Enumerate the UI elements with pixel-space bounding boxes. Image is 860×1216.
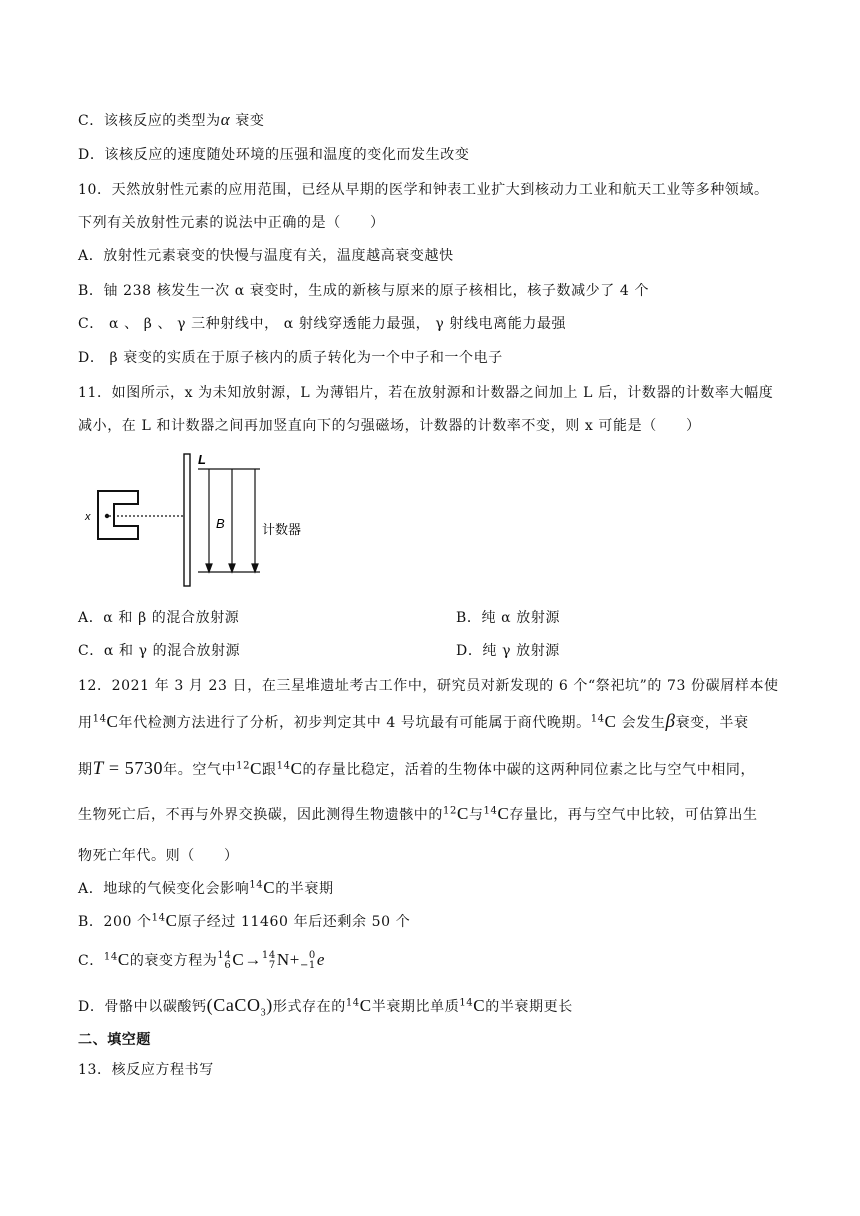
q12-option-c: [78, 950, 325, 971]
q12-option-c-text: C．: [78, 953, 104, 969]
q12-l4-a: 生物死亡后，不再与外界交换碳，因此测得生物遗骸中的: [78, 807, 443, 823]
eq-c-nuclide-numbers: [217, 951, 231, 971]
mass-number: 14: [92, 713, 107, 725]
q12-option-d-mid1: 形式存在的: [272, 999, 346, 1015]
q11-option-a: [78, 608, 561, 628]
q9-option-c-text: C．该核反应的类型为: [78, 113, 221, 129]
label-x: x: [85, 511, 91, 523]
q11-option-a-text: A．α 和 β 的混合放射源: [78, 610, 240, 626]
q12-l2-b: 年代检测方法进行了分析，初步判定其中 4 号坑最有可能属于商代晚期。: [118, 715, 591, 731]
q12-option-c-mid: 的衰变方程为: [129, 953, 218, 969]
element-symbol: C: [263, 878, 276, 897]
mass-number: 14: [276, 760, 291, 772]
atomic-number: 7: [268, 960, 276, 971]
q12-l2-a: 用: [78, 715, 93, 731]
half-life-value: = 5730: [103, 758, 164, 778]
carbon14-nuclide: [591, 712, 617, 733]
mass-number: 14: [217, 950, 232, 961]
q12-stem-line4: [78, 804, 758, 825]
mass-number: 14: [151, 912, 166, 924]
formula-subscript: 3: [260, 1007, 267, 1019]
eq-n-nuclide-numbers: [262, 951, 276, 971]
q11-stem-line2: 减小，在 L 和计数器之间再加竖直向下的匀强磁场，计数器的计数率不变，则 x 可能是（ ）: [78, 418, 701, 434]
q12-stem-line3: [78, 758, 755, 780]
mass-number: 14: [249, 879, 264, 891]
q12-l2-d: 衰变，半衰: [675, 715, 749, 731]
q12-option-b-suffix: 原子经过 11460 年后还剩余 50 个: [177, 914, 411, 930]
q11-option-d: D．纯 γ 放射源: [456, 643, 560, 659]
mass-number: 14: [345, 997, 360, 1009]
alpha-symbol: α: [220, 110, 231, 129]
formula-text: (CaCO: [206, 995, 261, 1015]
carbon14-nuclide: [104, 950, 130, 971]
q12-l2-c: 会发生: [621, 715, 666, 731]
q10-option-c: C． α 、 β 、 γ 三种射线中， α 射线穿透能力最强， γ 射线电离能力最强: [78, 316, 567, 332]
section-heading: 二、填空题: [78, 1032, 151, 1048]
element-symbol: C: [497, 804, 510, 823]
q12-option-d-mid2: 半衰期比单质: [371, 999, 460, 1015]
mass-number: 14: [103, 951, 118, 963]
q11-option-b: B．纯 α 放射源: [456, 610, 561, 626]
element-symbol: C: [250, 759, 263, 778]
element-symbol: N: [276, 950, 290, 969]
charge-number: −1: [299, 960, 316, 971]
q11-option-c-text: C．α 和 γ 的混合放射源: [78, 643, 241, 659]
element-symbol: C: [106, 712, 119, 731]
carbon12-nuclide: [443, 804, 469, 825]
q12-option-d-text: D．骨骼中以碳酸钙: [78, 999, 207, 1015]
q9-option-c-suffix: 衰变: [230, 113, 265, 129]
q12-l3-b: 年。空气中: [163, 762, 237, 778]
mass-number: 12: [443, 805, 457, 817]
q12-option-b: [78, 911, 410, 932]
q12-l4-b: 与: [468, 807, 484, 823]
label-counter: 计数器: [262, 522, 302, 537]
q10-stem-line2: 下列有关放射性元素的说法中正确的是（ ）: [78, 215, 385, 231]
q12-stem-line2: [78, 712, 749, 733]
q10-stem-line1: 10．天然放射性元素的应用范围，已经从早期的医学和钟表工业扩大到核动力工业和航天工业等多种领域。: [78, 182, 769, 198]
field-arrows: [206, 469, 258, 572]
element-symbol: C: [290, 759, 303, 778]
element-symbol: C: [604, 712, 617, 731]
mass-number: 14: [261, 950, 276, 961]
q12-option-a-text: A．地球的气候变化会影响: [78, 881, 250, 897]
element-symbol: C: [232, 950, 245, 969]
q12-l3-a: 期: [78, 762, 93, 778]
q12-option-b-text: B．200 个: [78, 914, 152, 930]
carbon12-nuclide: [236, 759, 262, 780]
carbon14-nuclide: [484, 804, 510, 825]
q12-option-a-suffix: 的半衰期: [275, 881, 334, 897]
q9-option-c: [78, 110, 265, 131]
half-life-symbol: T: [92, 758, 104, 779]
beta-symbol: β: [665, 711, 676, 732]
mass-number: 14: [590, 713, 605, 725]
reaction-arrow: →: [244, 950, 262, 969]
eq-e-numbers: [300, 951, 316, 971]
formula-close: ): [266, 995, 273, 1015]
q12-stem-line5: 物死亡年代。则（ ）: [78, 848, 239, 864]
atomic-number: 6: [224, 960, 232, 971]
q11-option-c: [78, 641, 560, 661]
source-holder: [98, 491, 138, 539]
carbon14-nuclide: [152, 911, 178, 932]
carbon14-nuclide: [459, 996, 485, 1017]
calcium-carbonate-formula: [206, 995, 273, 1019]
element-symbol: C: [165, 911, 178, 930]
q10-option-a: A．放射性元素衰变的快慢与温度有关，温度越高衰变越快: [78, 248, 454, 264]
q12-l3-d: 的存量比稳定，活着的生物体中碳的这两种同位素之比与空气中相同，: [302, 762, 756, 778]
carbon14-nuclide: [346, 996, 372, 1017]
q11-stem-line1: 11．如图所示，x 为未知放射源，L 为薄铝片，若在放射源和计数器之间加上 L 后，计数器的计数率大幅度: [78, 385, 774, 401]
q10-option-b: B．铀 238 核发生一次 α 衰变时，生成的新核与原来的原子核相比，核子数减少了 4 个: [78, 283, 650, 299]
q12-l3-c: 跟: [262, 762, 277, 778]
plus-sign: +: [289, 950, 300, 969]
carbon14-nuclide: [93, 712, 119, 733]
element-symbol: C: [359, 996, 372, 1015]
carbon14-nuclide: [277, 759, 303, 780]
carbon14-nuclide: [249, 878, 275, 899]
label-L: L: [198, 452, 206, 467]
q13-stem: 13．核反应方程书写: [78, 1062, 214, 1078]
source-point: [105, 514, 109, 518]
mass-number: 14: [459, 997, 474, 1009]
q12-l4-c: 存量比，再与空气中比较，可估算出生: [509, 807, 758, 823]
mass-number: 0: [308, 950, 316, 961]
mass-number: 12: [236, 760, 251, 772]
radiation-setup-diagram: [80, 448, 330, 593]
element-symbol: C: [473, 996, 486, 1015]
label-B: B: [216, 516, 225, 531]
element-symbol: C: [456, 804, 469, 823]
aluminum-plate: [184, 454, 190, 586]
element-symbol: C: [117, 950, 130, 969]
q12-option-a: [78, 878, 334, 899]
q12-stem-line1: 12．2021 年 3 月 23 日，在三星堆遗址考古工作中，研究员对新发现的 6 个“祭祀坑”的 73 份碳屑样本使: [78, 678, 779, 694]
mass-number: 14: [483, 805, 498, 817]
q12-option-d-suffix: 的半衰期更长: [485, 999, 573, 1015]
q9-option-d: D．该核反应的速度随处环境的压强和温度的变化而发生改变: [78, 147, 470, 163]
q10-option-d: D． β 衰变的实质在于原子核内的质子转化为一个中子和一个电子: [78, 350, 503, 366]
electron-symbol: e: [316, 950, 326, 969]
q12-option-d: [78, 995, 573, 1017]
